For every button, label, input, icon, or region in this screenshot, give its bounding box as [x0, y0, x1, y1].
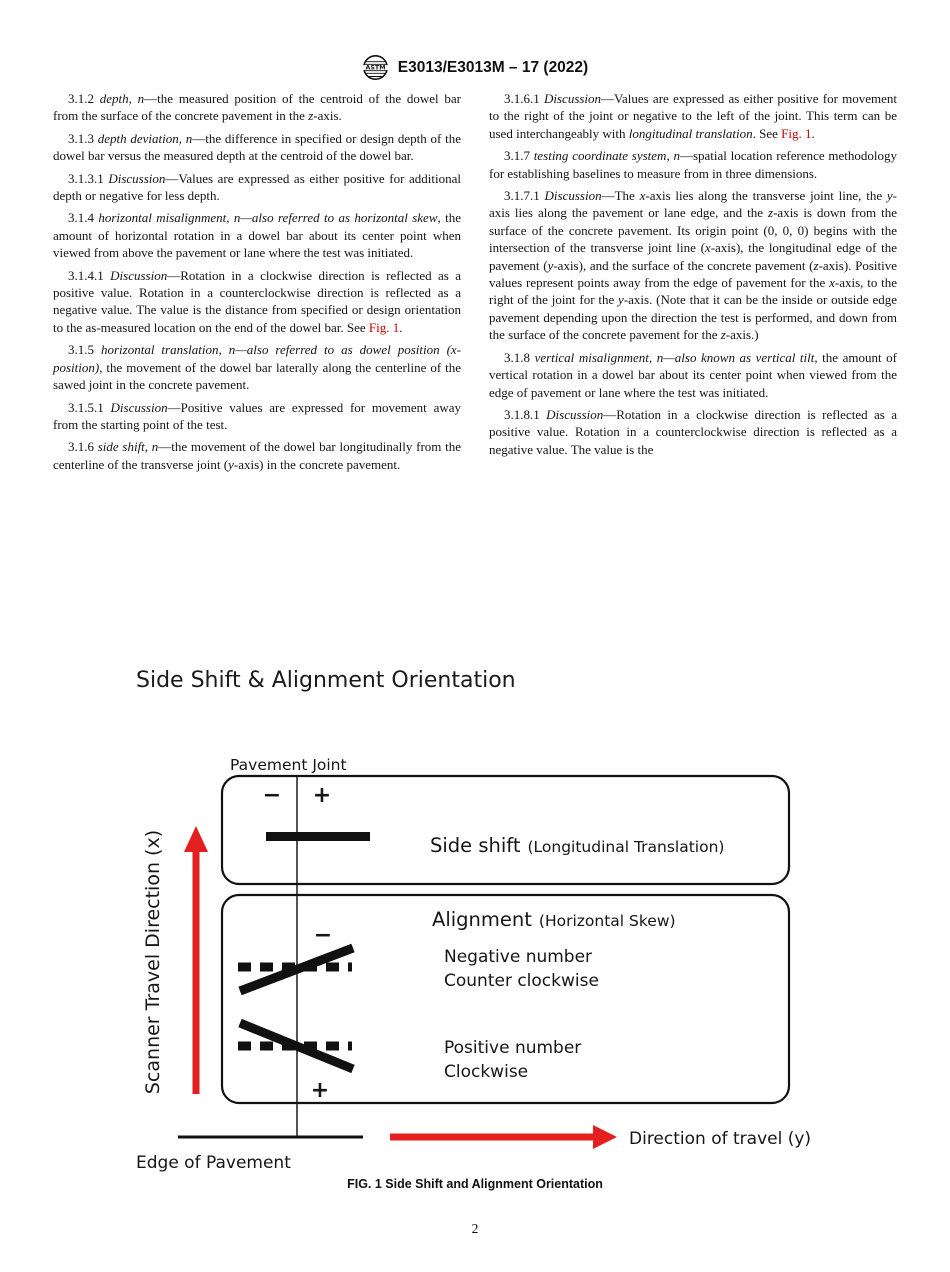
body-text [53, 90, 897, 478]
para-3-1-4: 3.1.4 horizontal misalignment, n—also referred to as horizontal skew, the amount of horizontal rotation in a dowel bar about its center point when viewed from above the pavement or lane where the test was initiated. [53, 210, 462, 261]
right-column [489, 90, 897, 478]
alignment-plus-sign: + [310, 1078, 330, 1103]
para-3-1-8-1: 3.1.8.1 Discussion—Rotation in a clockwise direction is reflected as a positive value. Rotation in a counterclockwise direction is reflected as a negative value. The value is the [489, 406, 898, 457]
alignment-label: Alignment (Horizontal Skew) [432, 908, 676, 931]
positive-number-label: Positive number [444, 1038, 582, 1058]
edge-of-pavement-label: Edge of Pavement [136, 1153, 291, 1173]
side-shift-minus-sign: − [262, 783, 282, 808]
direction-of-travel-arrowhead [593, 1125, 617, 1149]
para-3-1-5: 3.1.5 horizontal translation, n—also referred to as dowel position (x-position), the movement of the dowel bar laterally along the centerline of the sawed joint in the concrete pavement. [53, 342, 461, 393]
para-3-1-4-1: 3.1.4.1 Discussion—Rotation in a clockwise direction is reflected as a positive value. Rotation in a counterclockwise direction is reflected as a negative value. The value is the distance from specified or design orientation to the as-measured location on the end of the dowel bar. See Fig. 1. [53, 267, 462, 335]
side-shift-box [222, 776, 789, 884]
left-column [53, 90, 461, 478]
alignment-sublabel: (Horizontal Skew) [538, 912, 676, 930]
para-3-1-7: 3.1.7 testing coordinate system, n—spatial location reference methodology for establishing baselines to measure from in three dimensions. [489, 148, 897, 181]
side-shift-dowel-bar [266, 832, 370, 841]
para-3-1-3: 3.1.3 depth deviation, n—the difference in specified or design depth of the dowel bar versus the measured depth at the centroid of the dowel bar. [53, 130, 461, 164]
astm-logo [362, 52, 389, 83]
scanner-travel-direction-label: Scanner Travel Direction (x) [142, 829, 164, 1095]
scanner-travel-arrowhead [184, 826, 208, 852]
direction-of-travel-label: Direction of travel (y) [629, 1129, 812, 1149]
counter-clockwise-label: Counter clockwise [444, 971, 599, 991]
para-3-1-6-1: 3.1.6.1 Discussion—Values are expressed as either positive for movement to the right of the joint or negative to the left of the joint. This term can be used interchangeably with longitudinal translation. See Fig. 1. [489, 91, 898, 141]
side-shift-plus-sign: + [312, 783, 332, 808]
page-number: 2 [471, 1221, 479, 1236]
figure-caption: FIG. 1 Side Shift and Alignment Orientation [347, 1177, 603, 1191]
pavement-joint-label: Pavement Joint [230, 756, 347, 774]
para-3-1-2: 3.1.2 depth, n—the measured position of the centroid of the dowel bar from the surface of the concrete pavement in the z-axis. [53, 91, 461, 124]
para-3-1-5-1: 3.1.5.1 Discussion—Positive values are expressed for movement away from the starting point of the test. [53, 399, 462, 432]
negative-number-label: Negative number [444, 947, 593, 967]
para-3-1-7-1: 3.1.7.1 Discussion—The x-axis lies along the transverse joint line, the y-axis lies along the pavement or lane edge, and the z-axis is down from the surface of the concrete pavement. Its origin point (0, 0, 0) begins with the intersection of the transverse joint line (x-axis), the longitudinal edge of the pavement (y-axis), and the surface of the concrete pavement (z-axis). Positive values represent points away from the edge of pavement for the x-axis, to the right of the joint for the y-axis. (Note that it can be the inside or outside edge pavement depending upon the direction the test is performed, and down from the surface of the concrete pavement for the z-axis.) [489, 188, 898, 343]
para-3-1-6: 3.1.6 side shift, n—the movement of the dowel bar longitudinally from the centerline of the transverse joint (y-axis) in the concrete pavement. [53, 439, 462, 472]
clockwise-label: Clockwise [444, 1062, 529, 1082]
side-shift-label: Side shift (Longitudinal Translation) [430, 834, 725, 857]
fig1-reference-link[interactable]: Fig. 1 [781, 125, 812, 141]
figure-title: Side Shift & Alignment Orientation [136, 668, 516, 693]
figure-1 [0, 640, 950, 1175]
para-3-1-3-1: 3.1.3.1 Discussion—Values are expressed as either positive for additional depth or negative for less depth. [53, 170, 461, 204]
alignment-minus-sign: − [313, 923, 333, 948]
para-3-1-8: 3.1.8 vertical misalignment, n—also known as vertical tilt, the amount of vertical rotation in a dowel bar about its center point when viewed from the edge of pavement or lane where the test was initiated. [489, 349, 898, 400]
side-shift-sublabel: (Longitudinal Translation) [527, 838, 725, 856]
standard-designation: E3013/E3013M – 17 (2022) [397, 58, 589, 76]
fig1-reference-link[interactable]: Fig. 1 [368, 319, 400, 335]
page-header [0, 52, 950, 83]
astm-logo-text: ASTM [365, 64, 386, 72]
